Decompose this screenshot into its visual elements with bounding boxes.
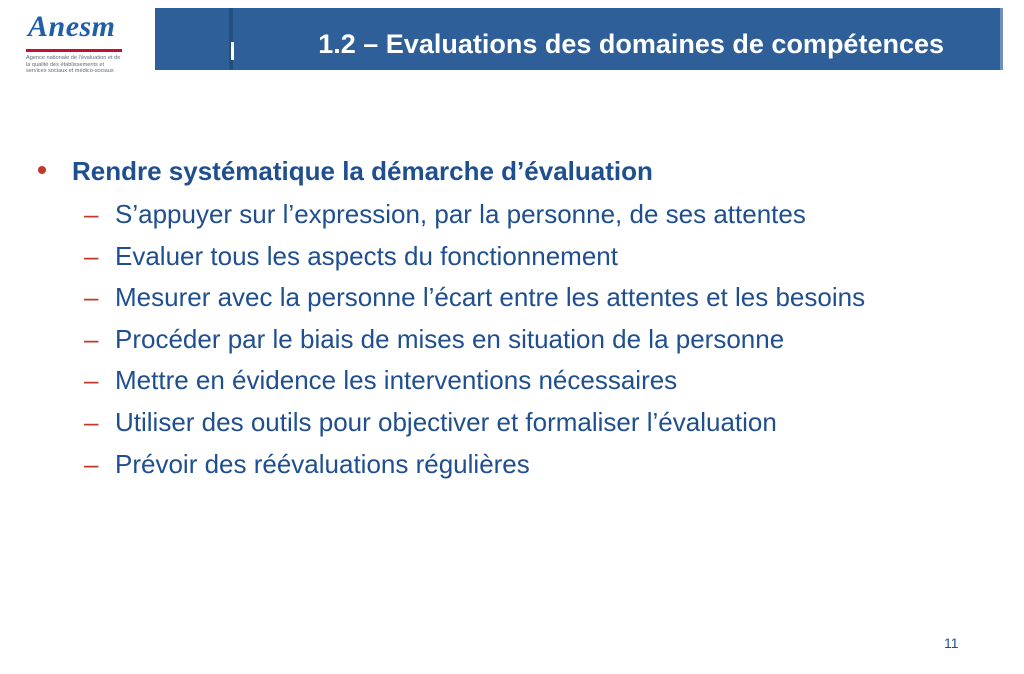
dash-icon: – bbox=[84, 199, 99, 229]
sub-bullet-text: S’appuyer sur l’expression, par la personne, de ses attentes bbox=[115, 199, 806, 229]
sub-bullet-text: Mettre en évidence les interventions nécessaires bbox=[115, 365, 678, 396]
title-banner bbox=[155, 8, 1003, 70]
sub-bullet-text: Prévoir des réévaluations régulières bbox=[115, 448, 530, 479]
sub-bullet-text: Utiliser des outils pour objectiver et formaliser l’évaluation bbox=[115, 406, 777, 437]
anesm-logo bbox=[22, 8, 132, 80]
dash-icon: – bbox=[84, 365, 99, 396]
main-bullet bbox=[38, 153, 653, 189]
dash-icon: – bbox=[84, 282, 99, 313]
sub-bullet-text: Mesurer avec la personne l’écart entre les attentes et les besoins bbox=[115, 282, 866, 313]
dash-icon: – bbox=[84, 448, 99, 479]
dash-icon: – bbox=[84, 323, 99, 354]
logo-tagline: Agence nationale de l'évaluation et de la qualité des établissements et services sociaux et médico-sociaux bbox=[26, 55, 121, 74]
bullet-dot-icon bbox=[38, 166, 46, 174]
dash-icon: – bbox=[84, 240, 99, 271]
page-number: 11 bbox=[944, 635, 959, 651]
logo-underline bbox=[26, 49, 122, 52]
title-banner-tick bbox=[231, 42, 234, 60]
dash-icon: – bbox=[84, 406, 99, 437]
sub-bullet-text: Evaluer tous les aspects du fonctionnement bbox=[115, 240, 618, 271]
main-bullet-text: Rendre systématique la démarche d’évaluation bbox=[72, 156, 653, 186]
title-banner-accent bbox=[229, 8, 233, 70]
logo-wordmark: Anesm bbox=[28, 10, 116, 43]
sub-bullet-text: Procéder par le biais de mises en situation de la personne bbox=[115, 323, 785, 354]
slide-title: 1.2 – Evaluations des domaines de compétences bbox=[318, 29, 944, 59]
